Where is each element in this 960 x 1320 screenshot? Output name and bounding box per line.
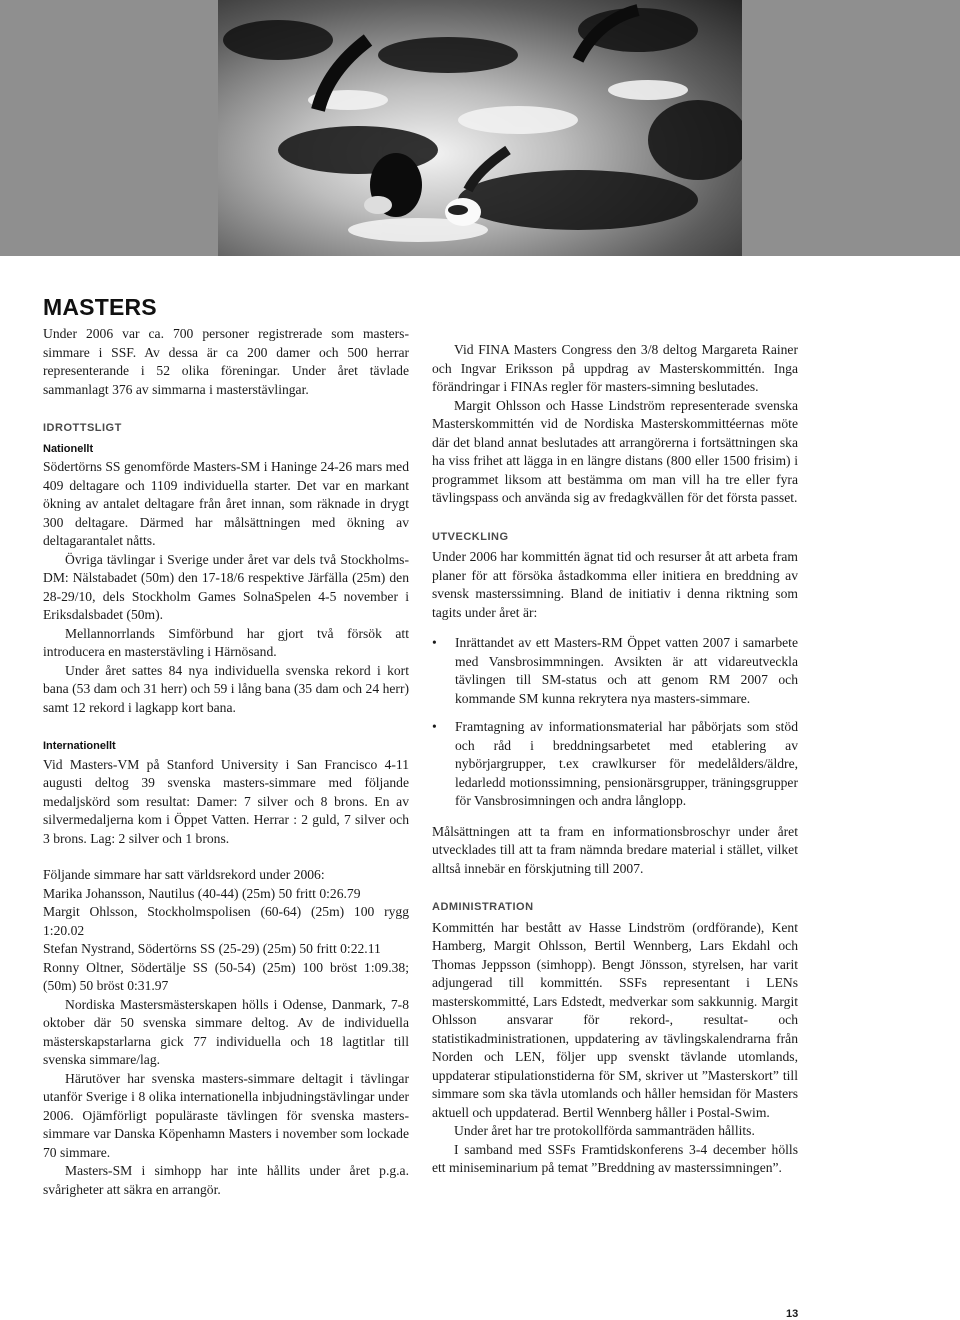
- page-title: MASTERS: [43, 294, 157, 320]
- initiatives-list: [432, 634, 798, 811]
- nationellt-paragraph-4: Under året sattes 84 nya individuella svenska rekord i kort bana (53 dam och 31 herr) och 59 i lång bana (35 dam och 24 herr) samt 12 rekord i lagkapp kort bana.: [43, 662, 409, 715]
- record-item: Stefan Nystrand, Södertörns SS (25-29) (25m) 50 fritt 0:22.11: [43, 941, 381, 956]
- intro-paragraph: Under 2006 var ca. 700 personer registrerade som masters-simmare i SSF. Av dessa är ca 200 damer och 500 herrar representerande i 52 olika föreningar. Under året tävlade sammanlagt 376 av simmarna i masterstävlingar.: [43, 326, 409, 397]
- fina-paragraph-2: Margit Ohlsson och Hasse Lindström representerade svenska Masterskommittén vid de Nordiska Masterskommittéernas möte där det bland annat beslutades att arrangörerna i fortsättningen ska ha viss frihet att lägga in en längre distans (800 eller 1500 frisim) i programmet liksom att bestämma om man vill ha tre eller fyra tävlingspass och använda sig av fredagkvällen för det första passet.: [432, 397, 798, 505]
- nationellt-paragraph-3: Mellannorrlands Simförbund har gjort två försök att introducera en masterstävling i Härnösand.: [43, 625, 409, 659]
- nationellt-paragraph-1: Södertörns SS genomförde Masters-SM i Haninge 24-26 mars med 409 deltagare och 1109 individuella starter. Det var en markant ökning av antalet deltagare från året innan, som räknade in drygt 300 deltagare. Därmed har målsättningen med ökning av deltagarantalet nåtts.: [43, 459, 409, 548]
- list-item-text: Framtagning av informationsmaterial har påbörjats som stöd och råd i breddningsarbetet med etablering av nybörjargrupper, t.ex crawlkurser för medelålders/äldre, ledarledd motionssimning, pensionärsgrupper, träningsgrupper för Vansbrosimningen och andra långlopp.: [455, 719, 798, 808]
- administration-paragraph-1: Kommittén har bestått av Hasse Lindström (ordförande), Kent Hamberg, Margit Ohlsson, Bertil Wennberg, Lars Ekdahl och Thomas Jeppsson (simhopp). Bengt Jönsson, styrelsen, har varit adjungerad till kommittén. SSFs representant i LENs masterskommitté, Lars Edstedt, medverkar som sakkunnig. Margit Ohlsson ansvarar för rekord-, resultat- och statistikadministrationen, uppdatering av tävlingskalendrarna från Norden och LEN, följer upp svenskt tävlande utomlands, uppdaterar stipulationstiderna för SM, skriver ut ”Masterskort” till simmare som ska tävla utomlands och håller hemsidan för Masters aktuell och uppdaterad. Bertil Wennberg håller i Postal-Swim.: [432, 919, 798, 1120]
- bullet-icon: •: [432, 719, 437, 734]
- record-item: Margit Ohlsson, Stockholmspolisen (60-64) (25m) 100 rygg 1:20.02: [43, 904, 409, 938]
- internationellt-paragraph-2: Nordiska Mastersmästerskapen hölls i Odense, Danmark, 7-8 oktober där 50 svenska simmare deltog. Av de individuella mästerskapstarlarna gick 77 individuella och 18 lagtitlar till svenska simmare/lag.: [43, 996, 409, 1067]
- nationellt-paragraph-2: Övriga tävlingar i Sverige under året var dels två Stockholms-DM: Nälstabadet (50m) den 17-18/6 respektive Järfälla (25m) den 28-29/10, dels Stockholm Games SolnaSpelen 4-5 november i Eriksdalsbadet (50m).: [43, 551, 409, 622]
- nationellt-heading: Nationellt: [43, 442, 94, 455]
- page-number: 13: [786, 1308, 799, 1320]
- administration-paragraph-2: Under året har tre protokollförda sammanträden hållits.: [454, 1123, 755, 1138]
- photo-band: [0, 0, 960, 256]
- record-item: Ronny Oltner, Södertälje SS (50-54) (25m) 100 bröst 1:09.38; (50m) 50 bröst 0:31.97: [43, 959, 409, 993]
- utveckling-paragraph-2: Målsättningen att ta fram en informationsbroschyr under året utvecklades till att ta fram nämnda bredare material i stället, vilket alltså innebär en förskjutning till 2007.: [432, 823, 798, 876]
- left-column: [43, 325, 409, 1199]
- records-intro: Följande simmare har satt världsrekord under 2006:: [43, 867, 325, 882]
- internationellt-paragraph-1: Vid Masters-VM på Stanford University i San Francisco 4-11 augusti deltog 39 svenska masters-simmare med följande medaljskörd som resultat: Damer: 7 silver och 8 brons. En av silvermedaljerna kom i Öppet Vatten. Herrar : 2 guld, 7 silver och 3 brons. Lag: 2 silver och 1 brons.: [43, 756, 409, 846]
- internationellt-heading: Internationellt: [43, 740, 116, 752]
- list-item: [432, 718, 798, 811]
- utveckling-paragraph-1: Under 2006 har kommittén ägnat tid och resurser åt att arbeta fram planer för att försöka åstadkomma eller initiera en breddning av svensk masterssimning. Bland de initiativ i denna riktning som tagits under året är:: [432, 549, 798, 620]
- internationellt-paragraph-4: Masters-SM i simhopp har inte hållits under året p.g.a. svårigheter att säkra en arrangör.: [43, 1163, 409, 1197]
- swimmer-cap-icon: [445, 198, 481, 226]
- bullet-icon: •: [432, 635, 437, 650]
- administration-paragraph-3: I samband med SSFs Framtidskonferens 3-4 december hölls ett miniseminarium på temat ”Breddning av masterssimningen”.: [432, 1141, 798, 1175]
- swimmers-illustration: [218, 0, 742, 256]
- right-column: [432, 341, 798, 1178]
- administration-heading: ADMINISTRATION: [432, 901, 534, 913]
- utveckling-heading: UTVECKLING: [432, 530, 509, 543]
- list-item: [432, 634, 798, 708]
- fina-paragraph-1: Vid FINA Masters Congress den 3/8 deltog Margareta Rainer och Ingvar Eriksson på uppdrag av Masterskommittén. Inga förändringar i FINAs regler för masters-simning beslutades.: [432, 342, 798, 394]
- list-item-text: Inrättandet av ett Masters-RM Öppet vatten 2007 i samarbete med Vansbrosimmningen. Avsikten är att vidareutveckla tävlingen till SM-status och att genom RM 2007 och kommande SM kunna rekrytera nya masters-simmare.: [455, 635, 798, 706]
- idrottsligt-heading: IDROTTSLIGT: [43, 422, 122, 434]
- internationellt-paragraph-3: Härutöver har svenska masters-simmare deltagit i tävlingar utanför Sverige i 8 olika internationella inbjudningstävlingar under 2006. Ojämförligt populäraste tävlingen för svenska masters-simmare var Danska Köpenhamn Masters i november som lockade 70 simmare.: [43, 1070, 409, 1160]
- swimmers-photo: [218, 0, 742, 256]
- record-item: Marika Johansson, Nautilus (40-44) (25m) 50 fritt 0:26.79: [43, 885, 361, 901]
